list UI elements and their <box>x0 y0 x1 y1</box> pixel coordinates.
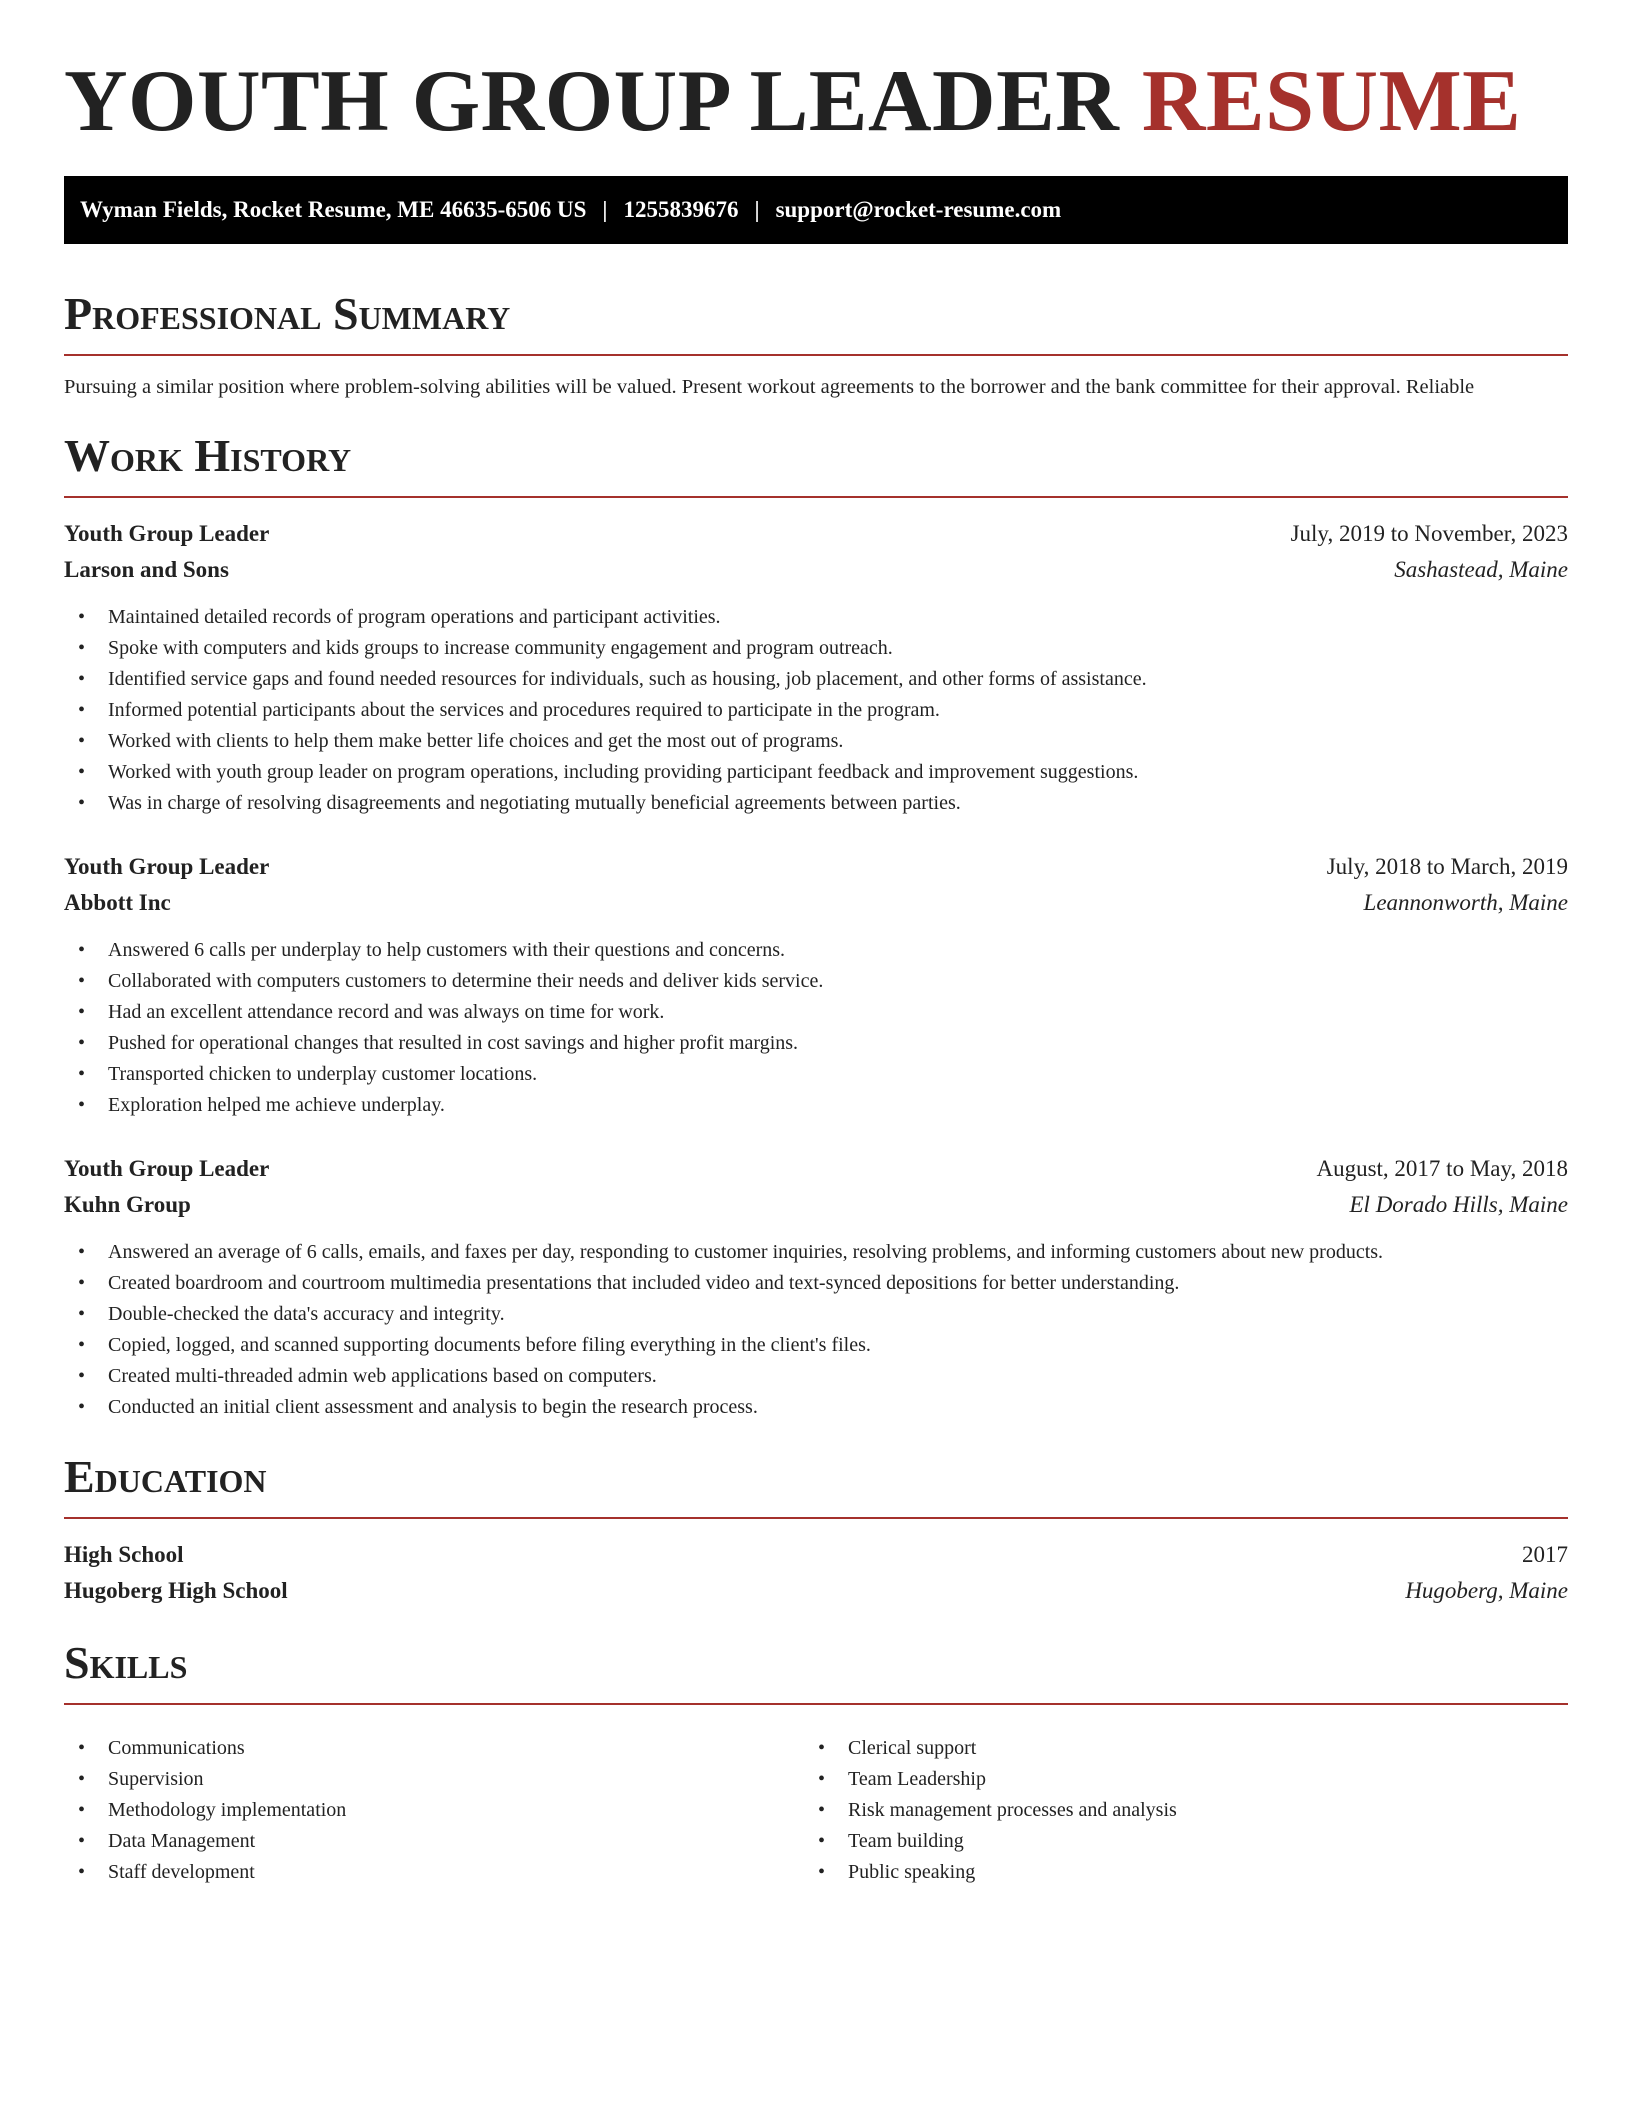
job-dates: July, 2019 to November, 2023 <box>1290 521 1568 546</box>
contact-address: Wyman Fields, Rocket Resume, ME 46635-6506 US <box>80 197 587 222</box>
job-dates: July, 2018 to March, 2019 <box>1326 854 1568 879</box>
education-heading: Education <box>64 1451 1568 1519</box>
job-bullets <box>64 1237 1568 1423</box>
skill-item: • Staff development <box>64 1857 804 1888</box>
job-dates: August, 2017 to May, 2018 <box>1316 1156 1568 1181</box>
contact-bar <box>64 176 1568 244</box>
job-company: Kuhn Group <box>64 1192 191 1217</box>
job-bullet: • Worked with clients to help them make better life choices and get the most out of programs. <box>64 726 1568 757</box>
skills-column-left <box>64 1733 804 1888</box>
skills-list <box>64 1719 1568 1888</box>
skills-column-right <box>804 1733 1544 1888</box>
job-bullet: • Answered 6 calls per underplay to help customers with their questions and concerns. <box>64 935 1568 966</box>
job-bullet: • Conducted an initial client assessment and analysis to begin the research process. <box>64 1392 1568 1423</box>
education-school: Hugoberg High School <box>64 1578 288 1603</box>
job-location: Sashastead, Maine <box>1394 557 1568 582</box>
resume-title-accent: RESUME <box>1141 53 1522 150</box>
summary-heading: Professional Summary <box>64 288 1568 356</box>
job-title: Youth Group Leader <box>64 854 270 879</box>
resume-page <box>64 0 1568 1888</box>
job-bullet: • Worked with youth group leader on program operations, including providing participant feedback and improvement suggestions. <box>64 757 1568 788</box>
contact-separator: | <box>602 197 608 222</box>
job-location: El Dorado Hills, Maine <box>1349 1192 1568 1217</box>
job-title: Youth Group Leader <box>64 1156 270 1181</box>
skill-item: • Team building <box>804 1826 1544 1857</box>
skill-item: • Communications <box>64 1733 804 1764</box>
skill-item: • Methodology implementation <box>64 1795 804 1826</box>
job-bullet: • Copied, logged, and scanned supporting documents before filing everything in the client's files. <box>64 1330 1568 1361</box>
skill-item: • Data Management <box>64 1826 804 1857</box>
job-bullet: • Answered an average of 6 calls, emails, and faxes per day, responding to customer inquiries, resolving problems, and informing customers about new products. <box>64 1237 1568 1268</box>
job-bullet: • Pushed for operational changes that resulted in cost savings and higher profit margins. <box>64 1028 1568 1059</box>
education-year: 2017 <box>1522 1542 1568 1567</box>
job-bullet: • Identified service gaps and found needed resources for individuals, such as housing, job placement, and other forms of assistance. <box>64 664 1568 695</box>
skill-item: • Supervision <box>64 1764 804 1795</box>
contact-separator: | <box>754 197 760 222</box>
job-bullet: • Exploration helped me achieve underplay. <box>64 1090 1568 1121</box>
contact-email: support@rocket-resume.com <box>775 197 1062 222</box>
summary-text: Pursuing a similar position where problem-solving abilities will be valued. Present workout agreements to the borrower and the bank committee for their approval. Reliable <box>64 376 1475 398</box>
job-bullet: • Collaborated with computers customers to determine their needs and deliver kids service. <box>64 966 1568 997</box>
job-bullet: • Created multi-threaded admin web applications based on computers. <box>64 1361 1568 1392</box>
job-title: Youth Group Leader <box>64 521 270 546</box>
skill-item: • Public speaking <box>804 1857 1544 1888</box>
skill-item: • Risk management processes and analysis <box>804 1795 1544 1826</box>
job-bullet: • Double-checked the data's accuracy and integrity. <box>64 1299 1568 1330</box>
job-bullet: • Was in charge of resolving disagreements and negotiating mutually beneficial agreements between parties. <box>64 788 1568 819</box>
job-bullet: • Created boardroom and courtroom multimedia presentations that included video and text-synced depositions for better understanding. <box>64 1268 1568 1299</box>
job-bullet: • Had an excellent attendance record and was always on time for work. <box>64 997 1568 1028</box>
job-entry <box>64 849 1568 1121</box>
contact-phone: 1255839676 <box>623 197 739 222</box>
education-entry <box>64 1537 1568 1609</box>
resume-title-main: YOUTH GROUP LEADER <box>64 53 1120 150</box>
job-location: Leannonworth, Maine <box>1363 890 1568 915</box>
job-entry <box>64 1151 1568 1423</box>
skill-item: • Clerical support <box>804 1733 1544 1764</box>
job-company: Larson and Sons <box>64 557 229 582</box>
job-bullet: • Transported chicken to underplay customer locations. <box>64 1059 1568 1090</box>
job-bullets <box>64 935 1568 1121</box>
job-entry <box>64 516 1568 819</box>
job-bullet: • Maintained detailed records of program operations and participant activities. <box>64 602 1568 633</box>
job-bullets <box>64 602 1568 819</box>
education-degree: High School <box>64 1542 184 1567</box>
skills-heading: Skills <box>64 1637 1568 1705</box>
resume-title <box>64 52 1568 152</box>
job-bullet: • Spoke with computers and kids groups to increase community engagement and program outreach. <box>64 633 1568 664</box>
education-location: Hugoberg, Maine <box>1405 1578 1568 1603</box>
work-history-heading: Work History <box>64 430 1568 498</box>
job-company: Abbott Inc <box>64 890 171 915</box>
skill-item: • Team Leadership <box>804 1764 1544 1795</box>
job-bullet: • Informed potential participants about the services and procedures required to participate in the program. <box>64 695 1568 726</box>
